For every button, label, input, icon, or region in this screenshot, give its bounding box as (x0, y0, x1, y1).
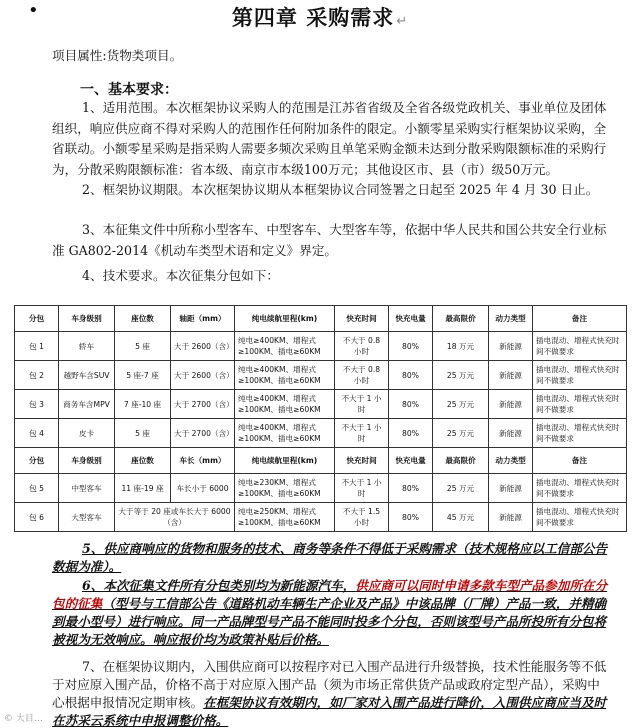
header-cell: 座位数 (115, 306, 171, 332)
table-cell: 中型客车 (59, 474, 115, 503)
table-cell: 皮卡 (59, 419, 115, 448)
table-cell: 5 座-7 座 (115, 361, 171, 390)
table-cell: 纯电≥400KM、增程式≥100KM、插电≥60KM (235, 419, 335, 448)
table-row (15, 419, 627, 448)
table-cell: 纯电≥400KM、增程式≥100KM、插电≥60KM (235, 361, 335, 390)
table-cell: 新能源 (489, 503, 533, 532)
header-cell: 快充电量 (389, 448, 433, 474)
header-cell: 最高限价 (433, 306, 489, 332)
table-cell: 大于 2600（含） (171, 361, 235, 390)
header-cell: 快充时间 (335, 448, 389, 474)
table-cell: 大于 2600（含） (171, 332, 235, 361)
table-cell: 45 万元 (433, 503, 489, 532)
table-cell: 包 5 (15, 474, 59, 503)
table-cell: 5 座 (115, 419, 171, 448)
header-cell: 备注 (533, 448, 627, 474)
table-row (15, 390, 627, 419)
table-cell: 不大于 1.5 小时 (335, 503, 389, 532)
paragraph-upgrade-a: 7、在框架协议期内，入围供应商可以按程序对已入围产品进行升级替换，技术性能服务等不低于对应原入围产品，价格不高于对应原入围产品（须为市场正常供货产品或政府定型产品），采购中心根据申报情况定期审核。 (52, 659, 607, 710)
table-cell: 包 4 (15, 419, 59, 448)
paragraph-upgrade (52, 658, 608, 728)
table-cell: 新能源 (489, 361, 533, 390)
table-cell: 7 座-10 座 (115, 390, 171, 419)
chapter-title (0, 2, 640, 32)
header-cell: 分包 (15, 448, 59, 474)
header-cell: 备注 (533, 306, 627, 332)
table-cell: 轿车 (59, 332, 115, 361)
paragraph-upgrade-b: 在框架协议有效期内，如厂家对入围产品进行降价，入围供应商应当及时在苏采云系统中申报调整价格。 (52, 695, 607, 728)
header-cell: 座位数 (115, 448, 171, 474)
table-cell: 不大于 0.8 小时 (335, 332, 389, 361)
table-cell: 纯电≥230KM、增程式≥100KM、插电≥60KM (235, 474, 335, 503)
table-row (15, 361, 627, 390)
table-cell: 新能源 (489, 474, 533, 503)
table-cell: 大型客车 (59, 503, 115, 532)
table-cell: 80% (389, 361, 433, 390)
header-cell: 车长（mm） (171, 448, 235, 474)
header-cell: 动力类型 (489, 448, 533, 474)
paragraph-definitions: 3、本征集文件中所称小型客车、中型客车、大型客车等，依据中华人民共和国公共安全行业标准 GA802-2014《机动车类型术语和定义》界定。 (52, 222, 607, 258)
table-cell: 插电混动、增程式快充时间不做要求 (533, 332, 627, 361)
chapter-title-text: 第四章 采购需求 (231, 6, 395, 30)
paragraph-new-energy-a: 6、本次征集文件所有分包类别均为新能源汽车， (82, 578, 356, 593)
table-cell: 11 座-19 座 (115, 474, 171, 503)
table-cell: 包 3 (15, 390, 59, 419)
table-cell: 80% (389, 474, 433, 503)
paragraph-mark-icon: ↵ (396, 14, 409, 29)
paragraph-new-energy-highlight: 供应商可以同时申请多款车型产品参加所在分包的征集 (52, 578, 608, 611)
watermark: © 大目… (4, 714, 43, 724)
table-cell: 大于等于 20 座或车长大于 6000（含） (115, 503, 235, 532)
table-cell: 车长小于 6000 (171, 474, 235, 503)
table-cell: 80% (389, 390, 433, 419)
paragraph-scope: 1、适用范围。本次框架协议采购人的范围是江苏省省级及全省各级党政机关、事业单位及团体组织，响应供应商不得对采购人的范围作任何附加条件的限定。小额零星采购实行框架协议采购，全省联动。小额零星采购是指采购人需要多频次采购且单笔采购金额未达到分散采购限额标准的采购行为，分散采购限额标准：省本级、南京市本级100万元；其他设区市、县（市）级50万元。 (52, 100, 607, 177)
paragraph-new-energy (52, 577, 608, 649)
table-cell: 包 2 (15, 361, 59, 390)
header-cell: 最高限价 (433, 448, 489, 474)
table-cell: 不大于 0.8 小时 (335, 361, 389, 390)
table-cell: 纯电≥400KM、增程式≥100KM、插电≥60KM (235, 332, 335, 361)
table-row (15, 332, 627, 361)
paragraph-new-energy-c: （型号与工信部公告《道路机动车辆生产企业及产品》中该品牌（厂牌）产品一致，并精确到最小型号）进行响应。同一产品牌型号产品不能同时投多个分包，否则该型号产品所投所有分包将被视为无效响应。响应报价均为政策补贴后价格。 (52, 596, 607, 647)
table-cell: 不大于 1 小时 (335, 390, 389, 419)
header-cell: 动力类型 (489, 306, 533, 332)
table-cell: 包 1 (15, 332, 59, 361)
table-row (15, 474, 627, 503)
table-cell: 25 万元 (433, 390, 489, 419)
table-cell: 大于 2700（含） (171, 390, 235, 419)
table-cell: 大于 2700（含） (171, 419, 235, 448)
table-cell: 不大于 1 小时 (335, 419, 389, 448)
table-cell: 不大于 1 小时 (335, 474, 389, 503)
project-attribute: 项目属性:货物类项目。 (52, 48, 183, 63)
table-cell: 纯电≥400KM、增程式≥100KM、插电≥60KM (235, 390, 335, 419)
table-cell: 80% (389, 503, 433, 532)
table-cell: 80% (389, 332, 433, 361)
header-cell: 轴距（mm） (171, 306, 235, 332)
table-cell: 插电混动、增程式快充时间不做要求 (533, 503, 627, 532)
paragraph-term: 2、框架协议期限。本次框架协议期从本框架协议合同签署之日起至 2025 年 4 月 30 日止。 (82, 182, 599, 197)
table-row (15, 503, 627, 532)
table-cell: 插电混动、增程式快充时间不做要求 (533, 419, 627, 448)
lots-table (14, 305, 627, 532)
table-cell: 25 万元 (433, 419, 489, 448)
table-cell: 25 万元 (433, 361, 489, 390)
table-cell: 新能源 (489, 419, 533, 448)
table-cell: 插电混动、增程式快充时间不做要求 (533, 390, 627, 419)
paragraph-tech-requirements: 4、技术要求。本次征集分包如下： (82, 268, 279, 283)
table-cell: 5 座 (115, 332, 171, 361)
paragraph-conditions: 5、供应商响应的货物和服务的技术、商务等条件不得低于采购需求（技术规格应以工信部公告数据为准）。 (52, 541, 608, 574)
table-cell: 商务车含MPV (59, 390, 115, 419)
section-basic-requirements: 一、基本要求： (80, 82, 178, 98)
table-cell: 新能源 (489, 390, 533, 419)
table-cell: 包 6 (15, 503, 59, 532)
table-cell: 新能源 (489, 332, 533, 361)
header-cell: 车身级别 (59, 306, 115, 332)
table-cell: 80% (389, 419, 433, 448)
table-cell: 插电混动、增程式快充时间不做要求 (533, 361, 627, 390)
header-cell: 车身级别 (59, 448, 115, 474)
table-cell: 18 万元 (433, 332, 489, 361)
table-cell: 纯电≥250KM、增程式≥100KM、插电≥60KM (235, 503, 335, 532)
table-cell: 插电混动、增程式快充时间不做要求 (533, 474, 627, 503)
header-cell: 快充时间 (335, 306, 389, 332)
table-cell: 越野车含SUV (59, 361, 115, 390)
table-header-row (15, 306, 627, 332)
header-cell: 纯电续航里程(km) (235, 306, 335, 332)
table-cell: 25 万元 (433, 474, 489, 503)
header-cell: 分包 (15, 306, 59, 332)
bullet-dot: • (28, 0, 39, 21)
table-header-row (15, 448, 627, 474)
header-cell: 快充电量 (389, 306, 433, 332)
header-cell: 纯电续航里程(km) (235, 448, 335, 474)
